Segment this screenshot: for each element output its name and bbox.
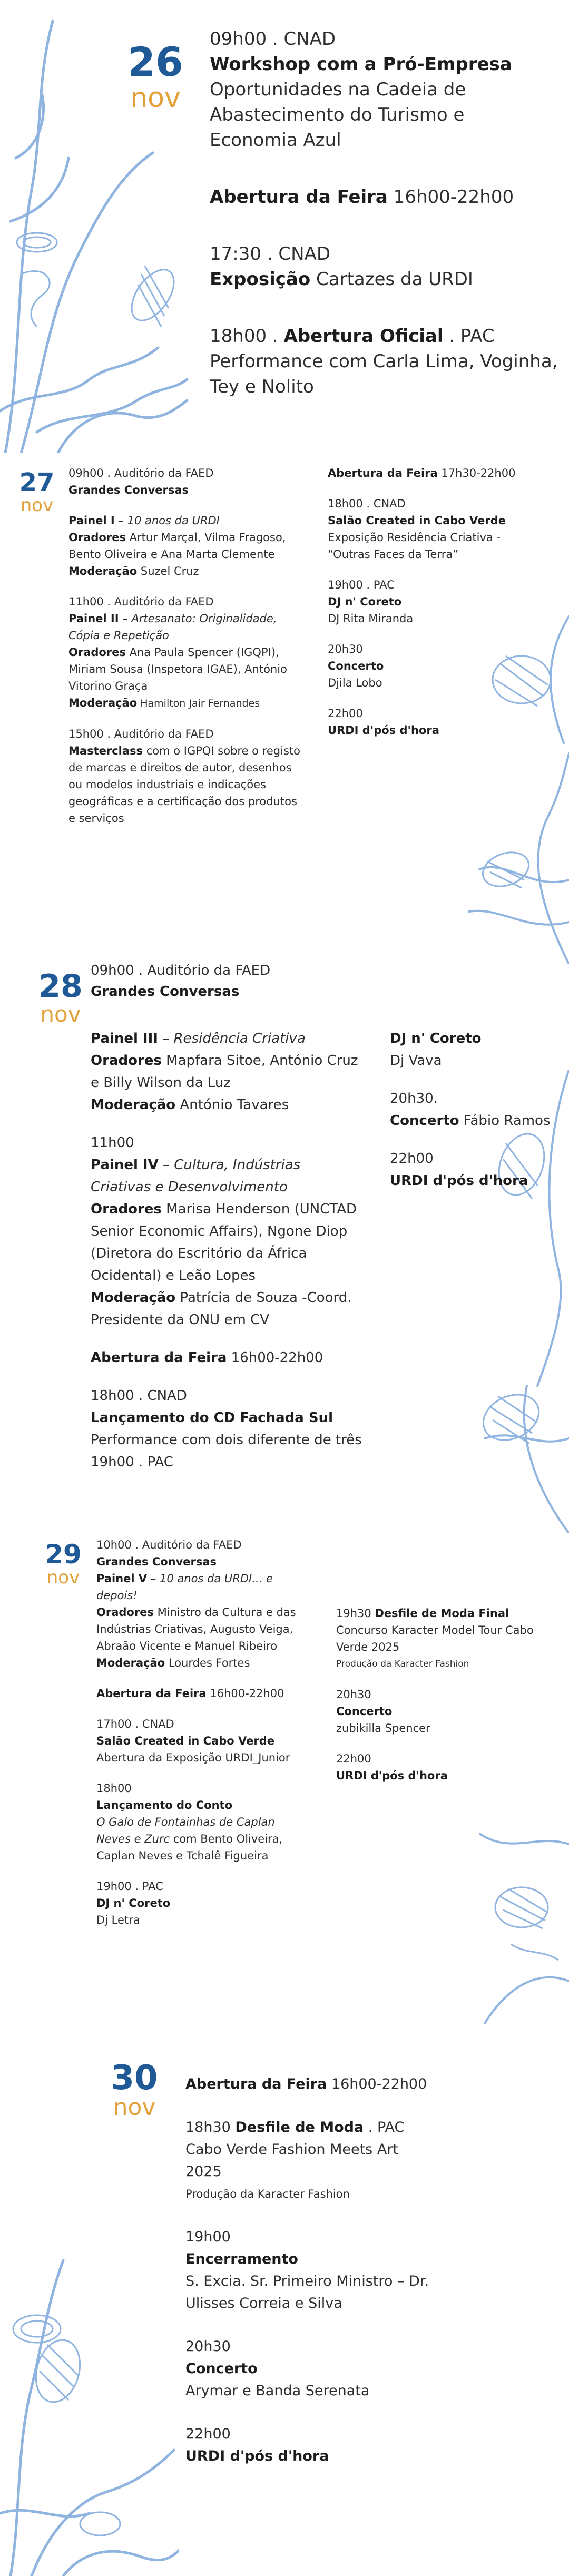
session-time: 11h00 . Auditório da FAED (68, 595, 214, 608)
spacer (210, 210, 568, 241)
moderator-label: Moderação (91, 1290, 176, 1306)
day-number: 26 (127, 38, 183, 85)
moderator: Lourdes Fortes (165, 1657, 250, 1669)
panel-4: Painel IV – Cultura, Indústrias Criativas e Desenvolvimento (91, 1157, 301, 1195)
day-29-left-column (96, 1536, 307, 1928)
spacer (185, 2205, 523, 2226)
official-opening-venue: . PAC (443, 326, 495, 347)
spacer (210, 292, 568, 324)
event-title: Lançamento do Conto (96, 1799, 232, 1811)
panel-1-moderator (68, 563, 300, 580)
event-title: DJ n' Coreto (96, 1897, 171, 1909)
spacer (91, 1369, 365, 1385)
event-text: Cabo Verde Fashion Meets Art 2025 (185, 2141, 398, 2180)
event-text: Dj Letra (96, 1914, 140, 1926)
event-time: 20h30 (328, 643, 363, 655)
spacer (96, 1702, 307, 1716)
masterclass-label: Masterclass (68, 745, 143, 757)
sketch-illustration-lower-right (479, 1823, 569, 2034)
spacer (185, 2095, 523, 2117)
event-text: Performance com dois diferente de três (91, 1432, 362, 1448)
day-number: 29 (45, 1539, 82, 1570)
panel-label: Painel V (96, 1572, 148, 1585)
panel-theme: Residência Criativa (173, 1031, 306, 1046)
exhibition-time: 17:30 . CNAD (210, 243, 331, 265)
session-time: 09h00 . Auditório da FAED (68, 467, 214, 479)
sketch-illustration-bottom-left (0, 2197, 179, 2576)
fair-opening-time: 16h00-22h00 (227, 1350, 323, 1366)
day-number: 30 (111, 2059, 158, 2098)
event-time: 18h30 (185, 2119, 236, 2136)
event-text: Abertura da Exposição URDI_Junior (96, 1751, 290, 1764)
exhibition-text: Cartazes da URDI (310, 269, 473, 290)
month-label: nov (40, 1001, 81, 1027)
performance: Performance com Carla Lima, Voginha, Tey e Nolito (210, 351, 558, 397)
speakers: Ana Paula Spencer (IGQPI), Miriam Sousa (Inspetora IGAE), António Vitorino Graça (68, 646, 287, 692)
spacer (91, 1331, 365, 1347)
event-time: 22h00 (185, 2426, 231, 2442)
event-text: Exposição Residência Criativa - “Outras Faces da Terra” (328, 531, 501, 561)
moderator-label: Moderação (68, 565, 138, 577)
event-text: Arymar e Banda Serenata (185, 2383, 370, 2399)
concert (390, 1110, 564, 1132)
day-number: 28 (38, 968, 83, 1005)
fair-opening (91, 1347, 365, 1369)
workshop-title: Workshop com a Pró-Empresa (210, 54, 512, 75)
event-title: URDI d'pós d'hora (336, 1769, 448, 1782)
event-time: 19h00 . PAC (328, 579, 395, 591)
fair-opening-label: Abertura da Feira (96, 1687, 207, 1700)
moderator: Suzel Cruz (137, 565, 199, 577)
date-27 (16, 470, 58, 514)
spacer (96, 1671, 307, 1685)
panel-5-speakers (96, 1604, 307, 1654)
date-29 (42, 1541, 84, 1586)
speakers-label: Oradores (96, 1606, 154, 1619)
panel-3-speakers (91, 1050, 365, 1094)
event-credit: Produção da Karacter Fashion (336, 1659, 469, 1669)
speakers-label: Oradores (68, 531, 126, 544)
event-time: 18h00 . CNAD (91, 1388, 187, 1404)
spacer (91, 1116, 365, 1132)
day-28-right-column (390, 1027, 564, 1192)
moderator: António Tavares (175, 1097, 289, 1113)
fair-opening-label: Abertura da Feira (91, 1350, 227, 1366)
spacer (210, 153, 568, 184)
date-28 (34, 968, 87, 1027)
official-opening-time: 18h00 . (210, 326, 284, 347)
event-time: 20h30 (336, 1688, 371, 1701)
panel-4-speakers (91, 1198, 365, 1287)
book-title: O Galo de Fontainhas de Caplan Neves e Zurc (96, 1816, 275, 1845)
event-time: 18h00 (96, 1782, 132, 1795)
event-title: DJ n' Coreto (390, 1031, 482, 1046)
moderator-label: Moderação (96, 1657, 165, 1669)
panel-label: Painel II (68, 612, 119, 625)
panel-theme: Cultura, Indústrias Criativas e Desenvolvimento (91, 1157, 301, 1195)
session-time: 15h00 . Auditório da FAED (68, 728, 214, 740)
event-title: Encerramento (185, 2251, 298, 2267)
event-time: 22h00 (336, 1752, 371, 1765)
official-opening-label: Abertura Oficial (283, 326, 444, 347)
session-time: 10h00 . Auditório da FAED (96, 1539, 242, 1551)
panel-label: Painel III (91, 1031, 158, 1046)
fair-opening-time: 16h00-22h00 (387, 187, 514, 208)
event-venue: . PAC (364, 2119, 405, 2136)
month-label: nov (46, 1567, 80, 1588)
panel-2-moderator (68, 694, 300, 712)
spacer (68, 498, 300, 512)
day-27-right-column (328, 465, 538, 739)
event-text: DJ Rita Miranda (328, 612, 414, 625)
fair-opening-time: 17h30-22h00 (437, 467, 516, 479)
moderator: Patrícia de Souza -Coord. Presidente da ONU em CV (91, 1290, 352, 1328)
spacer (328, 482, 538, 495)
spacer (390, 1132, 564, 1148)
speakers-label: Oradores (68, 646, 126, 659)
book-guests: com Bento Oliveira, Caplan Neves e Tchalê Figueira (96, 1833, 283, 1862)
day-29-right-column (336, 1605, 536, 1784)
event-title: Concerto (336, 1705, 393, 1718)
spacer (185, 2402, 523, 2423)
event-title: Concerto (390, 1113, 459, 1129)
month-label: nov (130, 82, 181, 114)
event-time: 19h00 (185, 2229, 231, 2245)
event-title: Desfile de Moda (235, 2119, 364, 2136)
day-30-schedule (185, 2073, 523, 2467)
spacer (68, 712, 300, 726)
panel-label: Painel I (68, 514, 115, 527)
panel-2-speakers (68, 644, 300, 694)
panel-label: Painel IV (91, 1157, 159, 1173)
event-title: URDI d'pós d'hora (390, 1173, 528, 1189)
panel-theme: 10 anos da URDI (127, 514, 220, 527)
spacer (336, 1672, 536, 1686)
panel-5: Painel V – 10 anos da URDI... e depois! (96, 1572, 273, 1602)
fair-opening (210, 184, 568, 210)
event-time: 19h00 . PAC (96, 1880, 163, 1893)
session-title: Grandes Conversas (96, 1555, 217, 1568)
workshop-time: 09h00 . CNAD (210, 28, 336, 50)
fair-opening (185, 2073, 523, 2095)
month-label: nov (20, 495, 54, 516)
event-text: S. Excia. Sr. Primeiro Ministro – Dr. Ulisses Correia e Silva (185, 2273, 429, 2311)
event-time: 20h30 (185, 2338, 231, 2355)
event-credit: Produção da Karacter Fashion (185, 2188, 350, 2200)
masterclass-text: com o IGPQI sobre o registo de marcas e direitos de autor, desenhos ou modelos industriais e indicações geográficas e a certificação dos produtos e serviços (68, 745, 300, 825)
event-time: 22h00 (390, 1151, 434, 1167)
event-title: Desfile de Moda Final (375, 1607, 509, 1620)
panel-theme: 10 anos da URDI... e depois! (96, 1572, 273, 1602)
moderator: Hamilton Jair Fernandes (137, 698, 260, 709)
event-title: Salão Created in Cabo Verde (328, 514, 506, 527)
spacer (390, 1072, 564, 1088)
fair-opening-time: 16h00-22h00 (206, 1687, 284, 1700)
speakers: Artur Marçal, Vilma Fragoso, Bento Oliveira e Ana Marta Clemente (68, 531, 286, 561)
moderator-label: Moderação (91, 1097, 176, 1113)
event-title: Concerto (328, 660, 384, 672)
fashion-show (185, 2117, 523, 2139)
event-text: zubikilla Spencer (336, 1722, 430, 1735)
day-number: 27 (19, 468, 55, 497)
panel-theme: Artesanato: Originalidade, Cópia e Repetição (68, 612, 277, 642)
fair-opening-label: Abertura da Feira (185, 2076, 327, 2092)
event-time: 20h30. (390, 1091, 438, 1106)
masterclass (68, 742, 300, 827)
day-28-left-column (91, 1027, 365, 1473)
spacer (96, 1864, 307, 1878)
speakers: Mapfara Sitoe, António Cruz e Billy Wilson da Luz (91, 1053, 358, 1091)
event-text: Dj Vava (390, 1053, 442, 1069)
day-28-header (91, 960, 407, 1002)
speakers: Marisa Henderson (UNCTAD Senior Economic Affairs), Ngone Diop (Diretora do Escritório da África Ocidental) e Leão Lopes (91, 1201, 357, 1284)
fair-opening-label: Abertura da Feira (328, 467, 438, 479)
panel-1: Painel I – 10 anos da URDI (68, 514, 220, 527)
speakers: Ministro da Cultura e das Indústrias Criativas, Augusto Veiga, Abraão Vicente e Manuel Ribeiro (96, 1606, 296, 1652)
speakers-label: Oradores (91, 1201, 162, 1217)
event-title: Salão Created in Cabo Verde (96, 1735, 274, 1747)
exhibition-label: Exposição (210, 269, 311, 290)
spacer (68, 580, 300, 593)
exhibition (210, 267, 568, 292)
event-title: URDI d'pós d'hora (328, 724, 439, 737)
fair-opening (96, 1685, 307, 1702)
speakers-label: Oradores (91, 1053, 162, 1069)
date-30 (105, 2061, 163, 2119)
month-label: nov (113, 2094, 156, 2121)
event-title: Concerto (185, 2360, 258, 2377)
fair-opening-time: 16h00-22h00 (327, 2076, 427, 2092)
panel-4-moderator (91, 1287, 365, 1331)
spacer (328, 627, 538, 641)
spacer (328, 563, 538, 576)
fair-opening (328, 465, 538, 482)
session-title: Grandes Conversas (91, 984, 240, 1000)
date-26 (119, 38, 192, 114)
session-time: 11h00 (91, 1135, 134, 1151)
session-title: Grandes Conversas (68, 484, 189, 496)
spacer (96, 1766, 307, 1780)
panel-1-speakers (68, 529, 300, 563)
event-text: Djila Lobo (328, 677, 382, 689)
day-26-schedule (210, 26, 568, 399)
event-title: Lançamento do CD Fachada Sul (91, 1410, 333, 1426)
panel-3-moderator (91, 1094, 365, 1116)
event-text: Fábio Ramos (459, 1113, 551, 1129)
event-title: DJ n' Coreto (328, 595, 402, 608)
moderator-label: Moderação (68, 697, 138, 709)
book-launch-text (96, 1814, 307, 1864)
day-27-left-column (68, 465, 300, 827)
fair-opening-label: Abertura da Feira (210, 187, 388, 208)
event-time: 22h00 (328, 707, 363, 720)
panel-3: Painel III – Residência Criativa (91, 1031, 306, 1046)
event-text: Concurso Karacter Model Tour Cabo Verde 2025 (336, 1624, 534, 1653)
event-text: 19h00 . PAC (91, 1454, 173, 1470)
panel-5-moderator (96, 1654, 307, 1671)
event-time: 18h00 . CNAD (328, 497, 406, 510)
panel-2: Painel II – Artesanato: Originalidade, Cópia e Repetição (68, 612, 277, 642)
spacer (328, 691, 538, 705)
spacer (336, 1737, 536, 1750)
spacer (185, 2315, 523, 2336)
workshop-description: Oportunidades na Cadeia de Abastecimento do Turismo e Economia Azul (210, 79, 466, 151)
session-time: 09h00 . Auditório da FAED (91, 963, 271, 978)
fashion-show (336, 1605, 536, 1622)
event-time: 19h30 (336, 1607, 375, 1620)
event-time: 17h00 . CNAD (96, 1718, 174, 1730)
event-title: URDI d'pós d'hora (185, 2448, 329, 2464)
official-opening (210, 324, 568, 349)
